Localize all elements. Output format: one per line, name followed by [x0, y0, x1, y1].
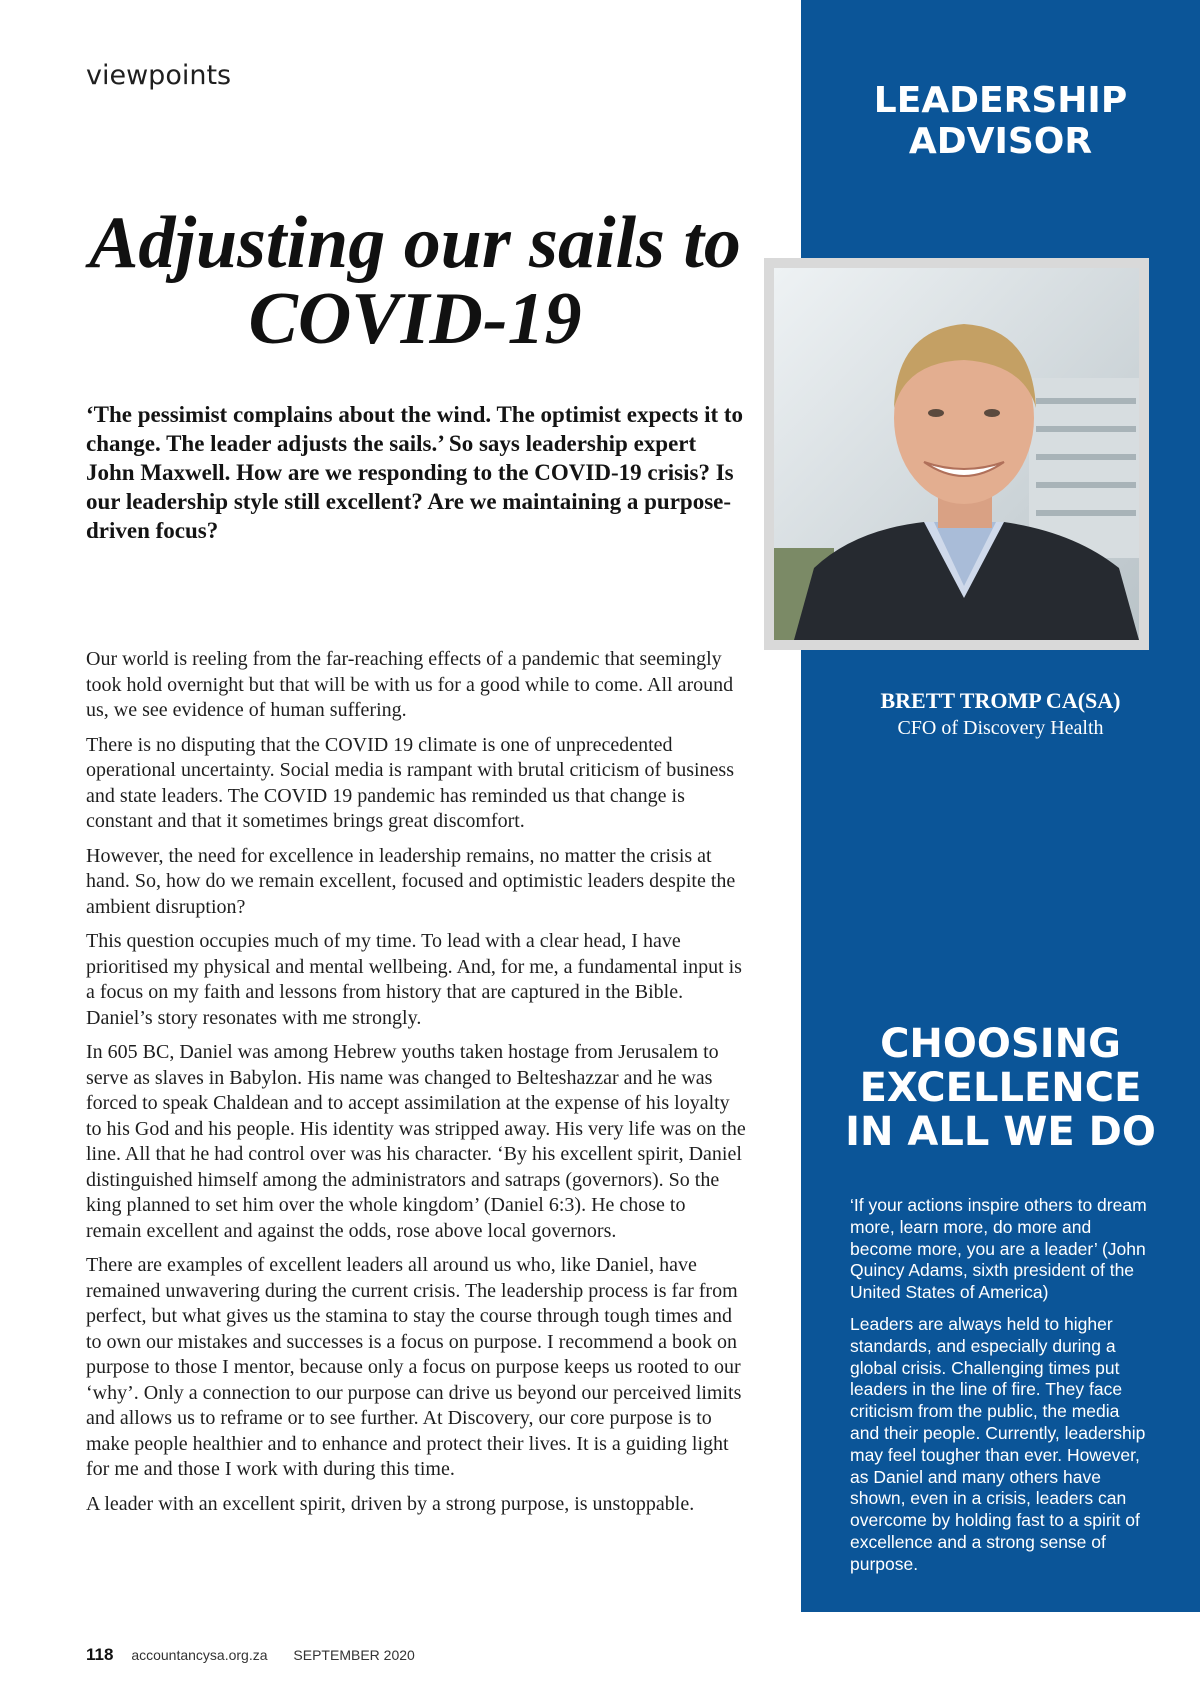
title-line-2: COVID-19	[248, 278, 582, 360]
section-label: viewpoints	[86, 60, 232, 91]
page-footer	[86, 1645, 415, 1665]
subheading-line-1: CHOOSING	[880, 1021, 1121, 1067]
footer-site: accountancysa.org.za	[131, 1647, 268, 1663]
article-body	[86, 647, 746, 1526]
body-paragraph: There are examples of excellent leaders all around us who, like Daniel, have remained unwavering during the current crisis. The leadership process is far from perfect, but what gives us the stamina to stay the course through tough times and to own our mistakes and successes is a focus on purpose. I recommend a book on purpose to those I mentor, because only a focus on purpose keeps us rooted to our ‘why’. Only a connection to our purpose can drive us beyond our perceived limits and allows us to reframe or to see further. At Discovery, our core purpose is to make people healthier and to enhance and protect their lives. It is a guiding light for me and those I work with during this time.	[86, 1254, 742, 1480]
page-number: 118	[86, 1645, 114, 1664]
sidebar-quote: ‘If your actions inspire others to dream more, learn more, do more and become more, you are a leader’ (John Quincy Adams, sixth president of the United States of America)	[850, 1195, 1147, 1303]
sidebar-heading	[801, 80, 1200, 162]
article-intro: ‘The pessimist complains about the wind. The optimist expects it to change. The leader adjusts the sails.’ So says leadership expert John Maxwell. How are we responding to the COVID-19 crisis? Is our leadership style still excellent? Are we maintaining a purpose-driven focus?	[86, 402, 744, 543]
body-paragraph: In 605 BC, Daniel was among Hebrew youths taken hostage from Jerusalem to serve as slaves in Babylon. His name was changed to Belteshazzar and he was forced to speak Chaldean and to accept assimilation at the expense of his loyalty to his God and his people. His identity was stripped away. His very life was on the line. All that he had control over was his character. ‘By his excellent spirit, Daniel distinguished himself among the administrators and satraps (governors). So the king planned to set him over the whole kingdom’ (Daniel 6:3). He chose to remain excellent and against the odds, rose above local governors.	[86, 1041, 746, 1242]
article-title	[70, 202, 760, 360]
author-role: CFO of Discovery Health	[897, 717, 1104, 739]
footer-issue: SEPTEMBER 2020	[293, 1647, 415, 1663]
author-name: BRETT TROMP CA(SA)	[880, 688, 1121, 713]
body-paragraph: However, the need for excellence in leadership remains, no matter the crisis at hand. So, how do we remain excellent, focused and optimistic leaders despite the ambient disruption?	[86, 844, 736, 918]
title-line-1: Adjusting our sails to	[89, 202, 741, 284]
sidebar-paragraph: Leaders are always held to higher standards, and especially during a global crisis. Challenging times put leaders in the line of fire. They face criticism from the public, the media and their people. Currently, leadership may feel tougher than ever. However, as Daniel and many others have shown, even in a crisis, leaders can overcome by holding fast to a spirit of excellence and a strong sense of purpose.	[850, 1313, 1146, 1574]
sidebar-text	[850, 1195, 1150, 1586]
subheading-line-2: EXCELLENCE	[859, 1065, 1142, 1111]
sidebar-heading-line-1: LEADERSHIP	[873, 80, 1128, 121]
sidebar-heading-line-2: ADVISOR	[908, 121, 1093, 162]
author-photo-frame	[764, 258, 1149, 650]
body-paragraph: A leader with an excellent spirit, driven by a strong purpose, is unstoppable.	[86, 1492, 695, 1515]
body-paragraph: Our world is reeling from the far-reaching effects of a pandemic that seemingly took hold overnight but that will be with us for a good while to come. All around us, we see evidence of human suffering.	[86, 648, 734, 721]
body-paragraph: There is no disputing that the COVID 19 climate is one of unprecedented operational uncertainty. Social media is rampant with brutal criticism of business and state leaders. The COVID 19 pandemic has reminded us that change is constant and that it sometimes brings great discomfort.	[86, 733, 734, 832]
author-photo	[774, 268, 1139, 640]
sidebar-subheading	[801, 1022, 1200, 1154]
subheading-line-3: IN ALL WE DO	[845, 1109, 1156, 1155]
body-paragraph: This question occupies much of my time. To lead with a clear head, I have prioritised my physical and mental wellbeing. And, for me, a fundamental input is a focus on my faith and lessons from history that are captured in the Bible. Daniel’s story resonates with me strongly.	[86, 930, 742, 1029]
